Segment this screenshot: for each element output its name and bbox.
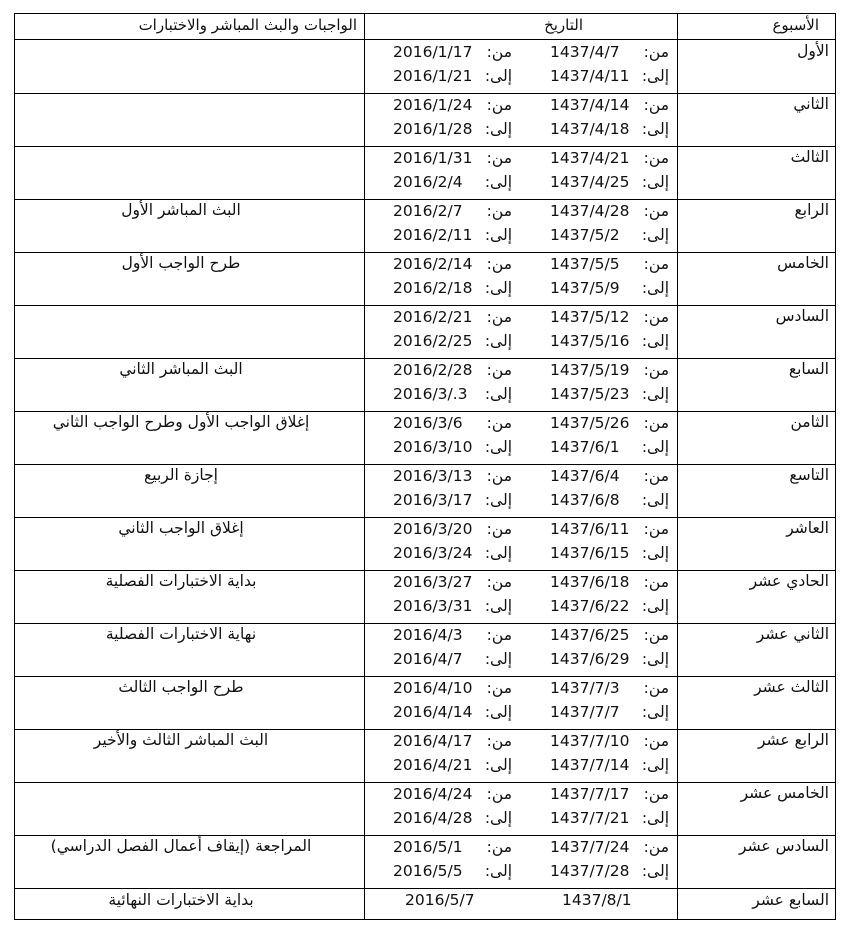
hijri-from: 1437/6/11 [550,520,630,538]
task-text: إجازة الربيع [144,466,218,484]
hijri-to-label: إلى: [641,862,669,880]
hijri-from-label: من: [643,43,669,61]
task-text: البث المباشر الثالث والأخير [93,731,269,749]
greg-to: 2016/4/21 [393,756,473,774]
hijri-to-label: إلى: [641,809,669,827]
greg-from-label: من: [486,414,512,432]
week-name: الرابع [794,201,829,219]
hijri-from: 1437/5/26 [550,414,630,432]
hijri-from-label: من: [643,573,669,591]
greg-to-label: إلى: [484,438,512,456]
greg-to-label: إلى: [484,756,512,774]
week-name: العاشر [786,519,829,537]
week-name: الرابع عشر [757,731,829,749]
hijri-to: 1437/6/22 [550,597,630,615]
greg-to-label: إلى: [484,67,512,85]
hijri-to-label: إلى: [641,703,669,721]
hijri-to: 1437/5/2 [550,226,620,244]
row-divider [15,146,835,147]
greg-from: 2016/2/7 [393,202,463,220]
greg-from-label: من: [486,202,512,220]
hijri-to-label: إلى: [641,226,669,244]
hijri-to-label: إلى: [641,491,669,509]
hijri-to: 1437/6/1 [550,438,620,456]
greg-to: 2016/5/5 [393,862,463,880]
hijri-from-label: من: [643,626,669,644]
greg-to-label: إلى: [484,226,512,244]
hijri-to: 1437/6/15 [550,544,630,562]
hijri-from: 1437/4/28 [550,202,630,220]
hijri-from: 1437/4/14 [550,96,630,114]
hijri-from: 1437/5/5 [550,255,620,273]
hijri-from-label: من: [643,785,669,803]
greg-from: 2016/4/17 [393,732,473,750]
greg-from: 2016/2/14 [393,255,473,273]
row-divider [15,305,835,306]
greg-from: 2016/4/10 [393,679,473,697]
greg-to-label: إلى: [484,809,512,827]
week-name: الأول [797,42,829,60]
hijri-from-label: من: [643,520,669,538]
greg-to-label: إلى: [484,385,512,403]
hijri-to: 1437/5/9 [550,279,620,297]
greg-to: 2016/2/11 [393,226,473,244]
greg-from-label: من: [486,520,512,538]
header-week: الأسبوع [772,16,819,34]
column-divider [677,14,678,919]
greg-to: 2016/2/4 [393,173,463,191]
greg-to-label: إلى: [484,544,512,562]
task-text: البث المباشر الأول [121,201,241,219]
greg-from: 2016/4/24 [393,785,473,803]
greg-from: 2016/4/3 [393,626,463,644]
task-text: إغلاق الواجب الأول وطرح الواجب الثاني [52,413,310,431]
greg-from-label: من: [486,308,512,326]
hijri-to: 1437/4/11 [550,67,630,85]
hijri-to-label: إلى: [641,67,669,85]
week-name: الثامن [790,413,829,431]
greg-to: 2016/3/24 [393,544,473,562]
hijri-from-label: من: [643,467,669,485]
greg-to-label: إلى: [484,862,512,880]
greg-from-label: من: [486,43,512,61]
hijri-to: 1437/4/18 [550,120,630,138]
hijri-to: 1437/7/28 [550,862,630,880]
task-text: طرح الواجب الأول [121,254,241,272]
week-name: التاسع [789,466,829,484]
greg-from: 2016/5/1 [393,838,463,856]
hijri-to-label: إلى: [641,120,669,138]
hijri-from-label: من: [643,679,669,697]
greg-to-label: إلى: [484,279,512,297]
hijri-from: 1437/4/21 [550,149,630,167]
week-name: الخامس [777,254,829,272]
hijri-from-label: من: [643,308,669,326]
greg-from: 2016/2/21 [393,308,473,326]
hijri-to: 1437/6/29 [550,650,630,668]
row-divider [15,888,835,889]
week-name: الخامس عشر [740,784,829,802]
hijri-to: 1437/7/21 [550,809,630,827]
week-name: الثالث [790,148,829,166]
hijri-from: 1437/6/18 [550,573,630,591]
week-name: الثاني عشر [756,625,829,643]
hijri-to-label: إلى: [641,332,669,350]
greg-to-label: إلى: [484,332,512,350]
hijri-to-label: إلى: [641,650,669,668]
greg-to: 2016/4/7 [393,650,463,668]
greg-from-label: من: [486,838,512,856]
greg-from-label: من: [486,573,512,591]
greg-to-label: إلى: [484,491,512,509]
hijri-from: 1437/7/3 [550,679,620,697]
greg-to: 2016/4/28 [393,809,473,827]
greg-from: 2016/3/13 [393,467,473,485]
greg-to: 2016/3/31 [393,597,473,615]
greg-from-label: من: [486,467,512,485]
hijri-to-label: إلى: [641,279,669,297]
hijri-to: 1437/7/14 [550,756,630,774]
hijri-from-label: من: [643,149,669,167]
greg-to: 2016/3/17 [393,491,473,509]
task-text: بداية الاختبارات النهائية [108,891,254,909]
greg-date: 2016/5/7 [405,891,475,909]
greg-to-label: إلى: [484,173,512,191]
greg-from-label: من: [486,785,512,803]
task-text: البث المباشر الثاني [119,360,243,378]
week-name: السادس عشر [739,837,829,855]
hijri-from-label: من: [643,202,669,220]
hijri-from-label: من: [643,838,669,856]
hijri-from: 1437/7/10 [550,732,630,750]
greg-to: 2016/3/10 [393,438,473,456]
greg-from: 2016/1/24 [393,96,473,114]
week-name: السادس [775,307,829,325]
greg-to-label: إلى: [484,120,512,138]
week-name: الحادي عشر [749,572,829,590]
hijri-from-label: من: [643,255,669,273]
hijri-from: 1437/6/25 [550,626,630,644]
week-name: السابع [788,360,829,378]
greg-from: 2016/3/20 [393,520,473,538]
hijri-from: 1437/7/17 [550,785,630,803]
greg-to: 2016/2/25 [393,332,473,350]
task-text: نهاية الاختبارات الفصلية [105,625,257,643]
hijri-to-label: إلى: [641,438,669,456]
greg-from-label: من: [486,255,512,273]
greg-from: 2016/2/28 [393,361,473,379]
hijri-to-label: إلى: [641,756,669,774]
task-text: طرح الواجب الثالث [118,678,244,696]
greg-from: 2016/1/17 [393,43,473,61]
greg-to: 2016/2/18 [393,279,473,297]
hijri-from: 1437/5/19 [550,361,630,379]
greg-from-label: من: [486,679,512,697]
greg-to-label: إلى: [484,597,512,615]
greg-from-label: من: [486,96,512,114]
week-name: الثالث عشر [754,678,829,696]
hijri-from-label: من: [643,361,669,379]
column-divider [364,14,365,919]
hijri-from: 1437/6/4 [550,467,620,485]
greg-to: 2016/3/.3 [393,385,468,403]
hijri-to-label: إلى: [641,385,669,403]
header-tasks: الواجبات والبث المباشر والاختبارات [138,16,357,34]
greg-from: 2016/3/6 [393,414,463,432]
hijri-from: 1437/5/12 [550,308,630,326]
hijri-from-label: من: [643,96,669,114]
hijri-to: 1437/4/25 [550,173,630,191]
greg-to: 2016/1/28 [393,120,473,138]
hijri-to-label: إلى: [641,544,669,562]
greg-from-label: من: [486,732,512,750]
hijri-to: 1437/5/23 [550,385,630,403]
greg-to-label: إلى: [484,703,512,721]
row-divider [15,782,835,783]
week-name: الثاني [793,95,829,113]
hijri-to: 1437/7/7 [550,703,620,721]
hijri-from: 1437/4/7 [550,43,620,61]
greg-from-label: من: [486,361,512,379]
hijri-from: 1437/7/24 [550,838,630,856]
hijri-from-label: من: [643,414,669,432]
hijri-from-label: من: [643,732,669,750]
greg-from: 2016/3/27 [393,573,473,591]
hijri-to: 1437/6/8 [550,491,620,509]
greg-from-label: من: [486,626,512,644]
hijri-to-label: إلى: [641,597,669,615]
greg-from: 2016/1/31 [393,149,473,167]
task-text: بداية الاختبارات الفصلية [105,572,257,590]
task-text: المراجعة (إيقاف أعمال الفصل الدراسي) [50,837,312,855]
header-divider [15,39,835,40]
hijri-to-label: إلى: [641,173,669,191]
greg-from-label: من: [486,149,512,167]
greg-to: 2016/4/14 [393,703,473,721]
schedule-table [14,13,836,920]
row-divider [15,93,835,94]
hijri-date: 1437/8/1 [562,891,632,909]
greg-to: 2016/1/21 [393,67,473,85]
greg-to-label: إلى: [484,650,512,668]
hijri-to: 1437/5/16 [550,332,630,350]
week-name: السابع عشر [752,891,829,909]
header-date: التاريخ [544,16,583,34]
task-text: إغلاق الواجب الثاني [118,519,244,537]
